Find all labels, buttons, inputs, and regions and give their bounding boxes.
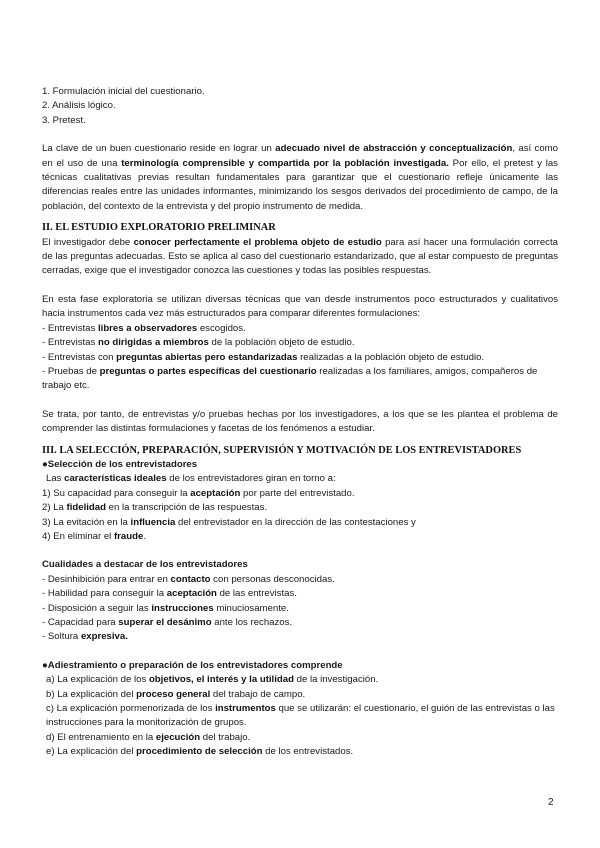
subheading-seleccion: ●Selección de los entrevistadores — [42, 458, 198, 470]
intro-list — [42, 85, 558, 128]
paragraph-investigador: El investigador debe conocer perfectamente el problema objeto de estudio para así hacer una formulación correcta de las preguntas adecuadas. Esto se aplica al caso del cuestionario estandarizado, que al estar compuesto de preguntas cerradas, exige que el investigador conozca las cuestiones y todas las posibles respuestas. — [42, 236, 558, 277]
list-item: b) La explicación del proceso general del trabajo de campo. — [46, 688, 306, 700]
page-content — [42, 85, 558, 760]
list-item: e) La explicación del procedimiento de selección de los entrevistados. — [46, 746, 354, 758]
list-item: - Capacidad para superar el desánimo ante los rechazos. — [42, 617, 293, 628]
list-item: - Desinhibición para entrar en contacto con personas desconocidas. — [42, 573, 335, 585]
list-item: 1. Formulación inicial del cuestionario. — [42, 86, 205, 97]
paragraph-fase-exploratoria: En esta fase exploratoria se utilizan diversas técnicas que van desde instrumentos poco estructurados y cualitativos hacia instrumentos cada vez más estructurados para comparar diferentes formulaciones: — [42, 293, 558, 320]
list-item: - Disposición a seguir las instrucciones minuciosamente. — [42, 602, 289, 614]
list-item: a) La explicación de los objetivos, el interés y la utilidad de la investigación. — [46, 674, 379, 686]
list-item: 3) La evitación en la influencia del entrevistador en la dirección de las contestaciones y — [42, 516, 416, 528]
list-item: 3. Pretest. — [42, 114, 86, 126]
list-item: - Entrevistas no dirigidas a miembros de la población objeto de estudio. — [42, 337, 355, 349]
list-item: 2. Análisis lógico. — [42, 100, 116, 112]
page-number: 2 — [548, 797, 554, 808]
list-item: - Habilidad para conseguir la aceptación de las entrevistas. — [42, 588, 297, 600]
list-item: 1) Su capacidad para conseguir la aceptación por parte del entrevistado. — [42, 487, 355, 499]
paragraph-cuestionario: La clave de un buen cuestionario reside en lograr un adecuado nivel de abstracción y conceptualización, así como en el uso de una terminología comprensible y compartida por la población investigada. Por ello, el pretest y las técnicas cualitativas previas resultan fundamentales para garantizar que el cuestionario refleje únicamente las diferencias reales entre las unidades informantes, minimizando los sesgos derivados del procedimiento de campo, de la población, del contexto de la entrevista y del propio instrumento de medida. — [42, 143, 558, 212]
list-item: - Soltura expresiva. — [42, 631, 128, 643]
list-item: - Pruebas de preguntas o partes específicas del cuestionario realizadas a los familiares, amigos, compañeros de trabajo etc. — [42, 365, 538, 392]
list-item: 4) En eliminar el fraude. — [42, 530, 146, 542]
list-item: - Entrevistas con preguntas abiertas pero estandarizadas realizadas a la población objeto de estudio. — [42, 351, 485, 363]
section-heading-exploratorio: II. EL ESTUDIO EXPLORATORIO PRELIMINAR — [42, 222, 276, 234]
paragraph-se-trata: Se trata, por tanto, de entrevistas y/o pruebas hechas por los investigadores, a los que se les plantea el problema de comprender las distintas formulaciones y facetas de los fenómenos a estudiar. — [42, 408, 558, 435]
list-item: d) El entrenamiento en la ejecución del trabajo. — [46, 731, 251, 743]
paragraph-caracteristicas: Las características ideales de los entrevistadores giran en torno a: — [46, 473, 336, 485]
subheading-cualidades: Cualidades a destacar de los entrevistadores — [42, 559, 248, 571]
list-item: 2) La fidelidad en la transcripción de las respuestas. — [42, 502, 268, 514]
section-heading-entrevistadores: III. LA SELECCIÓN, PREPARACIÓN, SUPERVISIÓN Y MOTIVACIÓN DE LOS ENTREVISTADORES — [42, 444, 522, 456]
subheading-adiestramiento: ●Adiestramiento o preparación de los entrevistadores comprende — [42, 659, 343, 671]
list-item: c) La explicación pormenorizada de los instrumentos que se utilizarán: el cuestionario, el guión de las entrevistas o las instrucciones para la monitorización de grupos. — [46, 703, 555, 729]
list-item: - Entrevistas libres a observadores escogidos. — [42, 322, 246, 334]
